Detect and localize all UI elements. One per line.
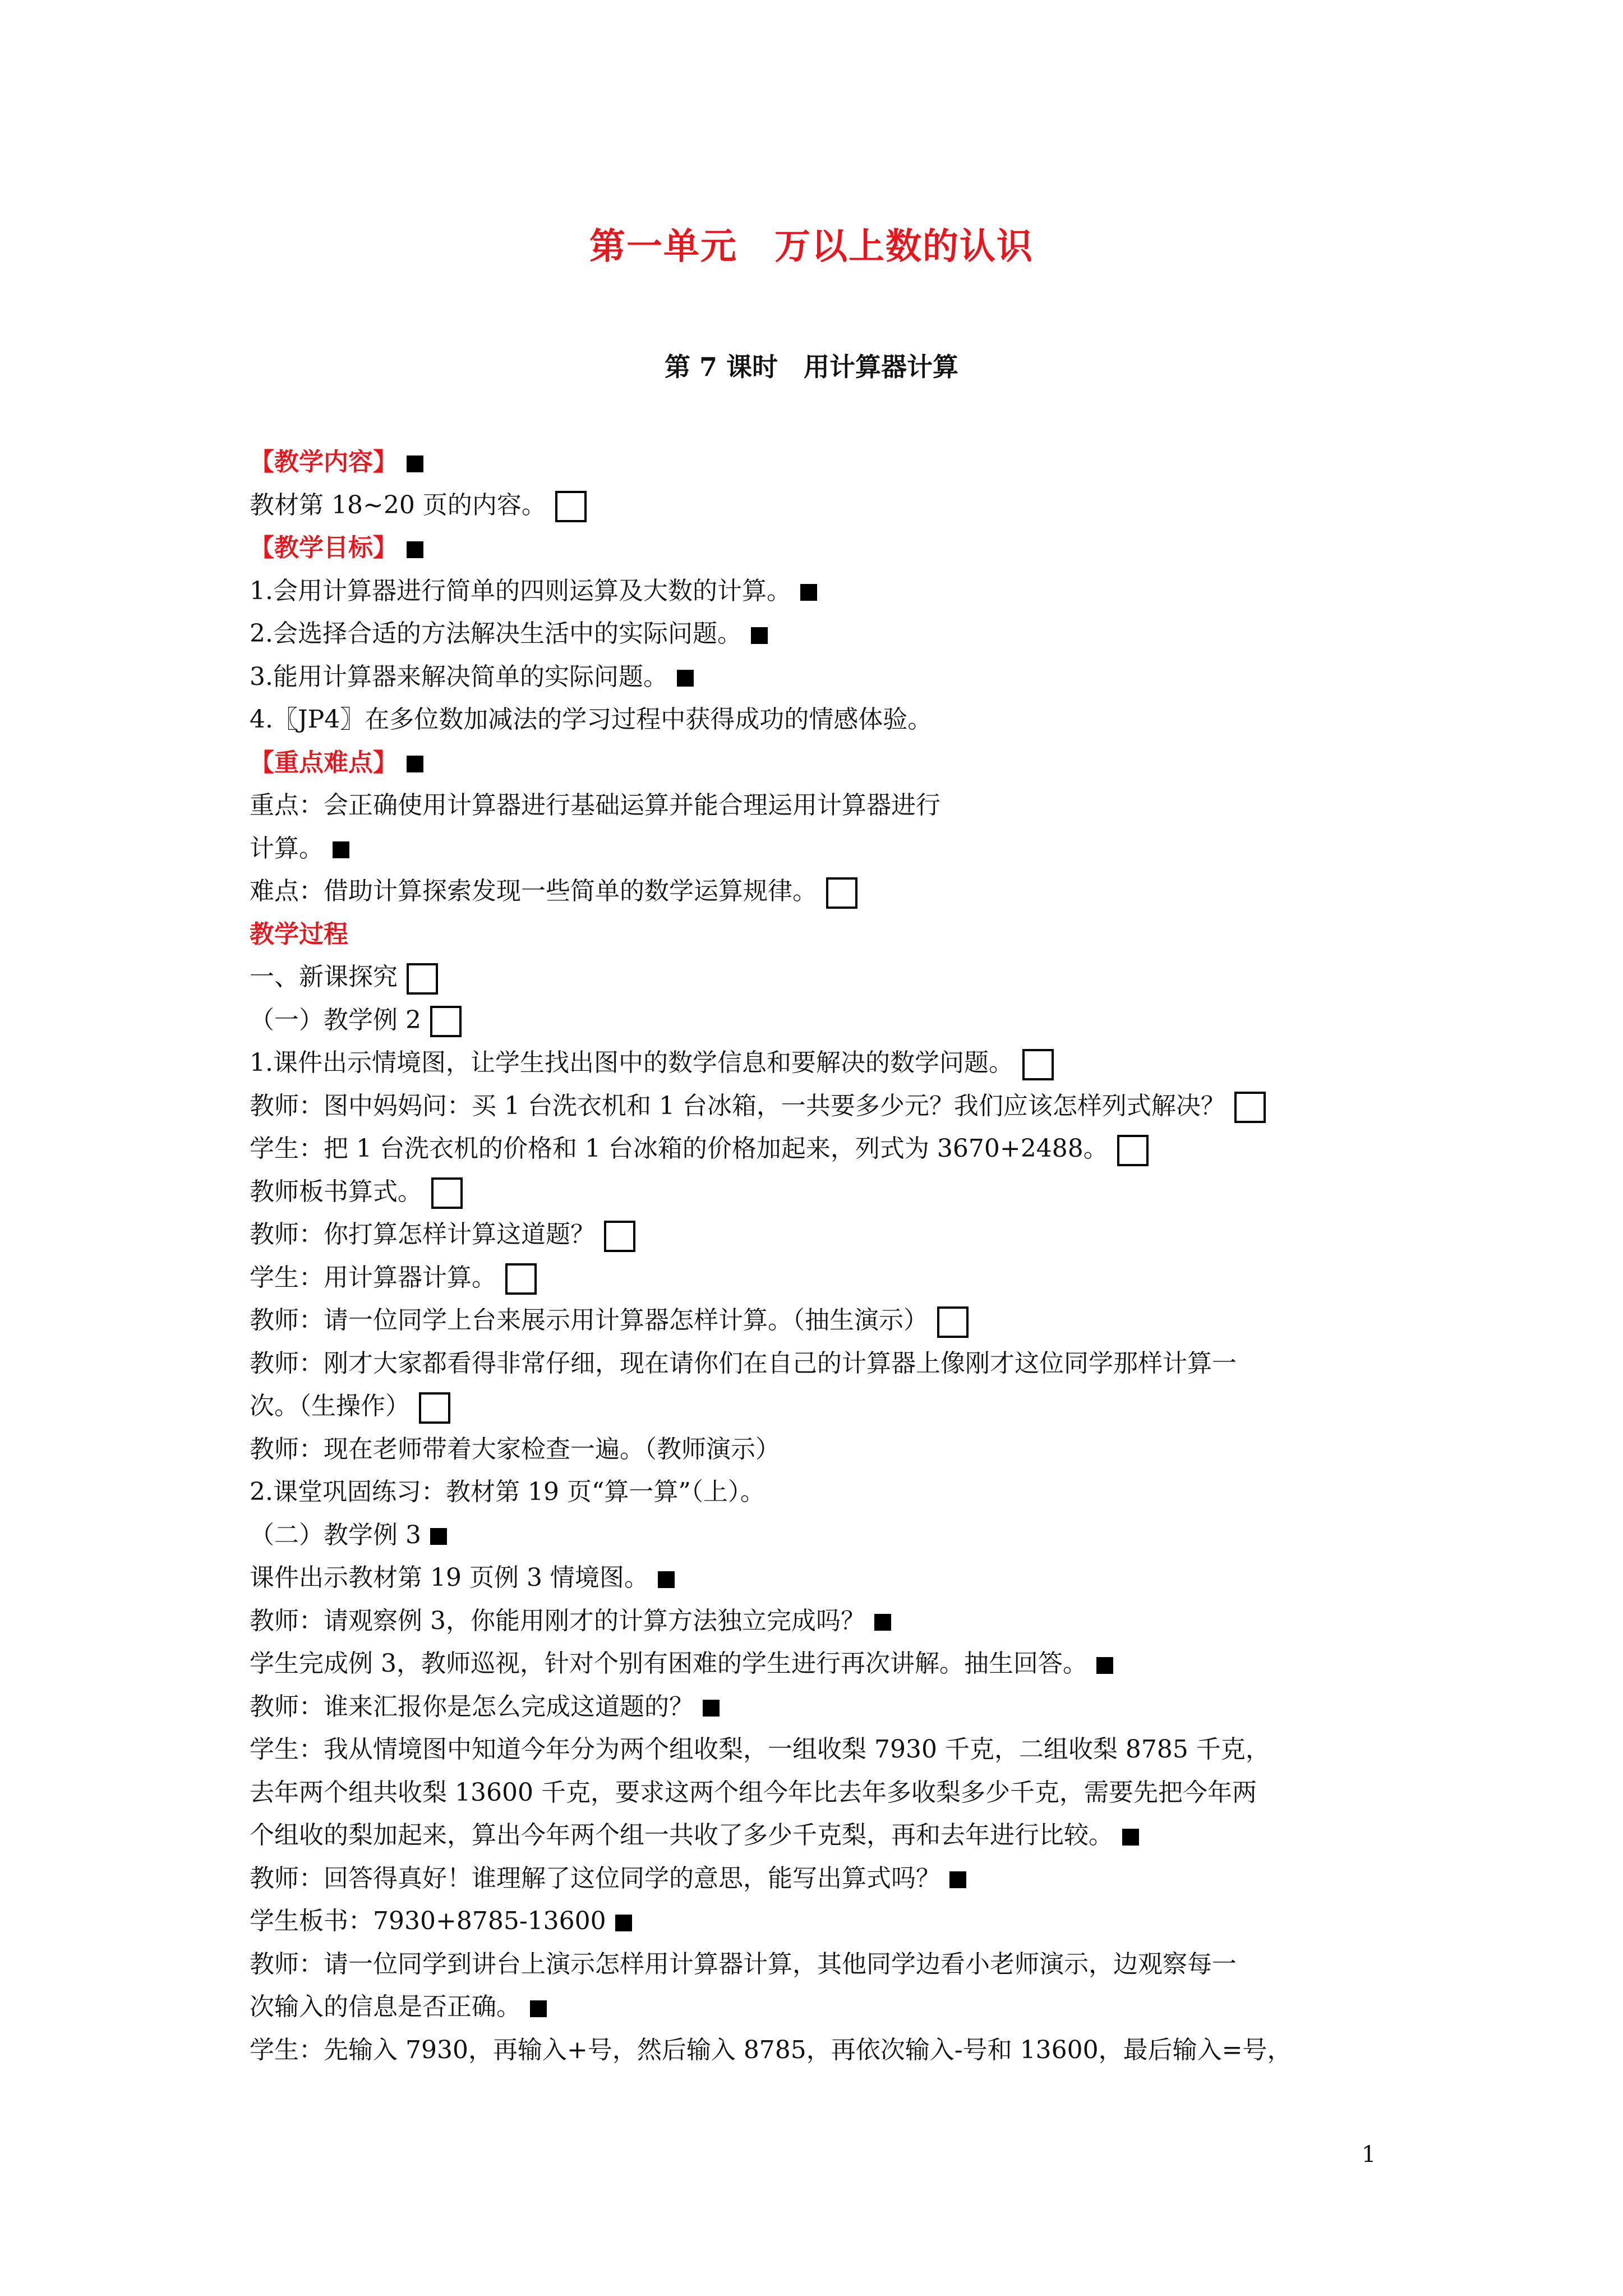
body-line xyxy=(250,1171,1405,1214)
line-text: 教师：现在老师带着大家检查一遍。（教师演示） xyxy=(250,1434,780,1464)
body-line xyxy=(250,956,1405,999)
body-line xyxy=(250,698,1405,742)
line-text: 次。（生操作） xyxy=(250,1392,410,1420)
line-text: 1.会用计算器进行简单的四则运算及大数的计算。 xyxy=(250,576,791,605)
body-line xyxy=(250,1900,1405,1943)
empty-box-marker xyxy=(1022,1049,1054,1080)
empty-box-marker xyxy=(430,1006,462,1037)
empty-box-marker xyxy=(419,1392,450,1424)
line-text: 去年两个组共收梨 13600 千克，要求这两个组今年比去年多收梨多少千克，需要先把今年两 xyxy=(250,1778,1257,1807)
body-line xyxy=(250,1342,1405,1386)
section-heading xyxy=(250,913,1405,956)
body-line xyxy=(250,1943,1405,1986)
line-text: 难点：借助计算探索发现一些简单的数学运算规律。 xyxy=(250,877,817,905)
body-line xyxy=(250,1428,1405,1471)
empty-box-marker xyxy=(1117,1135,1149,1166)
line-text: 【教学内容】 xyxy=(250,448,398,476)
line-text: 计算。 xyxy=(250,834,324,863)
filled-square-marker xyxy=(333,841,349,858)
line-text: 学生：把 1 台洗衣机的价格和 1 台冰箱的价格加起来，列式为 3670+2488。 xyxy=(250,1134,1108,1163)
line-text: 教材第 18~20 页的内容。 xyxy=(250,490,546,519)
filled-square-marker xyxy=(703,1700,720,1717)
line-text: 教师：谁来汇报你是怎么完成这道题的？ xyxy=(250,1692,694,1721)
line-text: 个组收的梨加起来，算出今年两个组一共收了多少千克梨，再和去年进行比较。 xyxy=(250,1821,1113,1849)
line-text: 重点：会正确使用计算器进行基础运算并能合理运用计算器进行 xyxy=(250,791,940,820)
empty-box-marker xyxy=(1234,1092,1266,1123)
line-text: 教师：回答得真好！谁理解了这位同学的意思，能写出算式吗？ xyxy=(250,1864,940,1893)
line-text: 教师：请观察例 3，你能用刚才的计算方法独立完成吗？ xyxy=(250,1606,865,1635)
filled-square-marker xyxy=(1096,1657,1113,1674)
empty-box-marker xyxy=(937,1306,969,1338)
body-line xyxy=(250,1042,1405,1085)
empty-box-marker xyxy=(826,877,857,909)
line-text: 1.课件出示情境图，让学生找出图中的数学信息和要解决的数学问题。 xyxy=(250,1048,1013,1077)
line-text: 4.〖JP4〗在多位数加减法的学习过程中获得成功的情感体验。 xyxy=(250,705,933,734)
body-line xyxy=(250,784,1405,827)
body-line xyxy=(250,1642,1405,1686)
line-text: 教师：刚才大家都看得非常仔细，现在请你们在自己的计算器上像刚才这位同学那样计算一 xyxy=(250,1349,1237,1378)
page-number: 1 xyxy=(1362,2142,1376,2168)
section-heading xyxy=(250,527,1405,570)
filled-square-marker xyxy=(407,756,423,772)
empty-box-marker xyxy=(555,491,587,522)
filled-square-marker xyxy=(658,1571,675,1588)
body-line xyxy=(250,1772,1405,1815)
line-text: 一、新课探究 xyxy=(250,963,398,991)
body-line xyxy=(250,1686,1405,1729)
body-line xyxy=(250,1471,1405,1514)
filled-square-marker xyxy=(800,584,817,601)
line-text: 学生：我从情境图中知道今年分为两个组收梨，一组收梨 7930 千克，二组收梨 8785 千克， xyxy=(250,1735,1270,1764)
line-text: 教师：图中妈妈问：买 1 台洗衣机和 1 台冰箱，一共要多少元？我们应该怎样列式解决？ xyxy=(250,1091,1225,1120)
filled-square-marker xyxy=(751,627,768,644)
line-text: 3.能用计算器来解决简单的实际问题。 xyxy=(250,662,668,691)
empty-box-marker xyxy=(604,1221,635,1252)
filled-square-marker xyxy=(407,455,423,472)
body-line xyxy=(250,1600,1405,1643)
body-line xyxy=(250,1385,1405,1428)
line-text: （二）教学例 3 xyxy=(250,1520,421,1549)
body-line xyxy=(250,656,1405,699)
body-line xyxy=(250,1728,1405,1772)
body-line xyxy=(250,1986,1405,2029)
body-line xyxy=(250,1257,1405,1300)
line-text: （一）教学例 2 xyxy=(250,1005,421,1034)
lesson-subtitle: 第 7 课时 用计算器计算 xyxy=(664,352,959,382)
body-line xyxy=(250,1299,1405,1342)
line-text: 教师：请一位同学到讲台上演示怎样用计算器计算，其他同学边看小老师演示，边观察每一 xyxy=(250,1949,1237,1978)
body-line xyxy=(250,1857,1405,1901)
line-text: 学生：用计算器计算。 xyxy=(250,1263,496,1292)
filled-square-marker xyxy=(949,1871,966,1888)
line-text: 教学过程 xyxy=(250,919,348,949)
filled-square-marker xyxy=(407,541,423,558)
line-text: 学生板书：7930+8785-13600 xyxy=(250,1907,606,1935)
body-line xyxy=(250,2029,1405,2072)
line-text: 2.课堂巩固练习：教材第 19 页“算一算”（上）。 xyxy=(250,1478,765,1506)
line-text: 教师板书算式。 xyxy=(250,1177,422,1206)
filled-square-marker xyxy=(615,1915,632,1931)
filled-square-marker xyxy=(874,1614,891,1631)
body-line xyxy=(250,570,1405,613)
body-line xyxy=(250,999,1405,1042)
empty-box-marker xyxy=(407,963,438,995)
line-text: 【重点难点】 xyxy=(250,748,398,777)
line-text: 课件出示教材第 19 页例 3 情境图。 xyxy=(250,1563,649,1592)
section-heading xyxy=(250,441,1405,484)
line-text: 学生：先输入 7930，再输入+号，然后输入 8785，再依次输入-号和 13600，最后输入=号， xyxy=(250,2035,1292,2064)
body-line xyxy=(250,1814,1405,1857)
body-line xyxy=(250,827,1405,871)
filled-square-marker xyxy=(677,670,694,687)
body-line xyxy=(250,1128,1405,1171)
body-line xyxy=(250,1557,1405,1600)
line-text: 教师：你打算怎样计算这道题？ xyxy=(250,1220,595,1249)
body-line xyxy=(250,1213,1405,1257)
section-heading xyxy=(250,742,1405,785)
filled-square-marker xyxy=(1122,1829,1139,1846)
body-line xyxy=(250,1085,1405,1128)
line-text: 【教学目标】 xyxy=(250,533,398,562)
body-line xyxy=(250,613,1405,656)
line-text: 学生完成例 3，教师巡视，针对个别有困难的学生进行再次讲解。抽生回答。 xyxy=(250,1649,1087,1678)
empty-box-marker xyxy=(431,1177,463,1209)
filled-square-marker xyxy=(530,2000,547,2017)
body-line xyxy=(250,870,1405,913)
empty-box-marker xyxy=(505,1263,537,1295)
body-line xyxy=(250,1514,1405,1557)
unit-title: 第一单元 万以上数的认识 xyxy=(589,226,1034,268)
line-text: 教师：请一位同学上台来展示用计算器怎样计算。（抽生演示） xyxy=(250,1306,928,1335)
filled-square-marker xyxy=(430,1528,447,1545)
line-text: 2.会选择合适的方法解决生活中的实际问题。 xyxy=(250,619,742,648)
line-text: 次输入的信息是否正确。 xyxy=(250,1993,521,2021)
body-line xyxy=(250,484,1405,527)
lesson-body xyxy=(250,441,1405,2072)
